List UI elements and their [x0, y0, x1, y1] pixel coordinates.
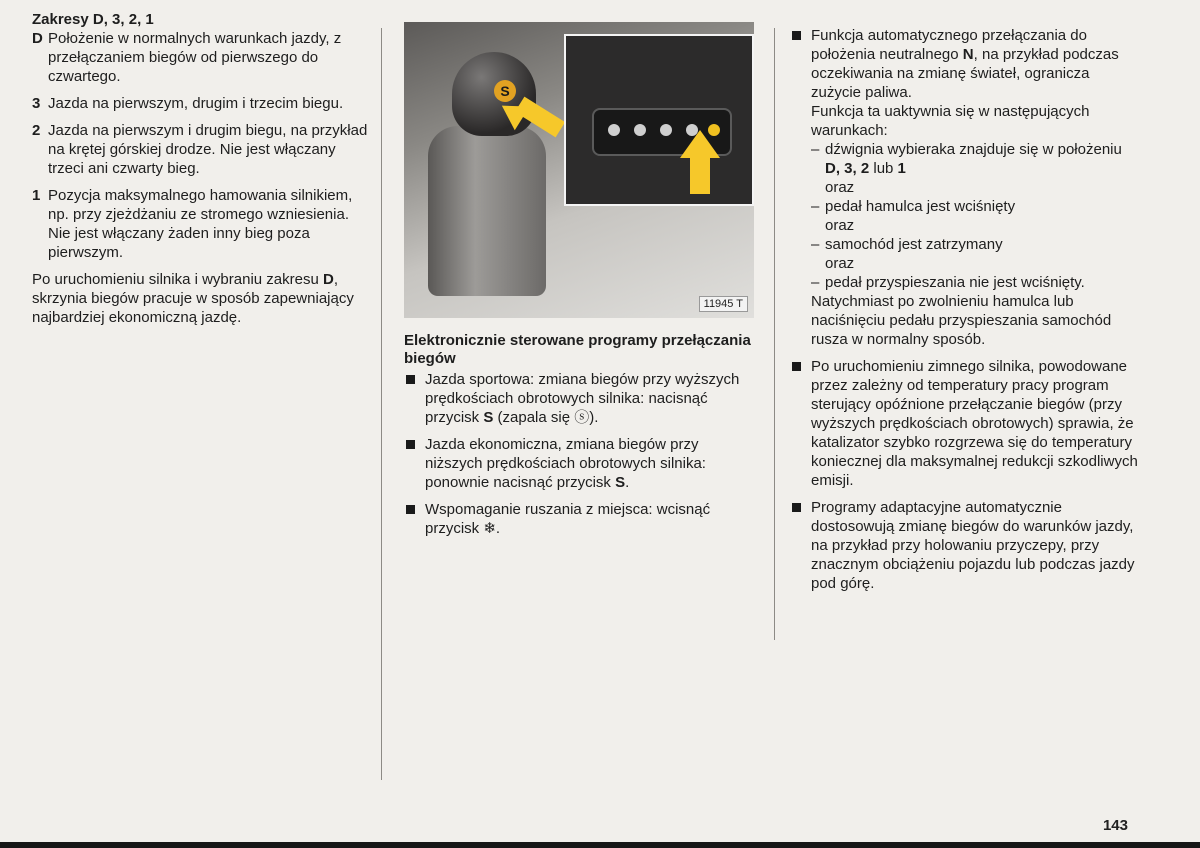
range-text: Pozycja maksymalnego hamowania silnikiem, np. przy zjeżdżaniu ze stromego wzniesienia. Nie jest włączany żaden inny bieg poza pierwszym. — [48, 187, 353, 261]
bullet-neutral-function: Funkcja automatycznego przełączania do położenia neutralnego N, na przykład podczas oczekiwania na zmianę świateł, ogranicza zużycie paliwa. Funkcja ta uaktywnia się w następujących warunkach: – dźwignia wybieraka znajduje się w położeniu D, 3, 2 lub 1 oraz – pedał hamulca jest wciśnięty oraz – samochód jest zatrzymany oraz – pedał przyspieszania nie jest wciśnięty. Natychmiast po zwolnieniu hamulca lub naciśnięciu pedału przyspieszania samochód rusza w normalny sposób. — [790, 26, 1140, 349]
arrowhead-icon — [680, 130, 720, 158]
right-column — [790, 26, 1140, 601]
range-item-d — [32, 29, 372, 86]
range-key: 3 — [32, 95, 41, 112]
range-item-3 — [32, 94, 372, 113]
bullet-square-icon — [406, 375, 415, 384]
range-key: 1 — [32, 187, 41, 204]
bullet-winter: Wspomaganie ruszania z miejsca: wcisnąć przycisk ❄. — [404, 500, 754, 538]
column-divider-2 — [774, 28, 775, 640]
bullet-adaptive: Programy adaptacyjne automatycznie dostosowują zmianę biegów do warunków jazdy, na przykład przy holowaniu przyczepy, przy znacznym obciążeniu pojazdu lub podczas jazdy pod górę. — [790, 498, 1140, 593]
indicator-icon — [634, 124, 646, 136]
section-title: Elektronicznie sterowane programy przełączania biegów — [404, 332, 751, 367]
column-divider-1 — [381, 28, 382, 780]
bullet-square-icon — [792, 362, 801, 371]
bullet-square-icon — [406, 505, 415, 514]
gear-boot — [428, 126, 546, 296]
range-text: Położenie w normalnych warunkach jazdy, z przełączaniem biegów od pierwszego do czwartego. — [48, 30, 342, 85]
figure-code: 11945 T — [699, 296, 748, 312]
range-key: D — [32, 30, 43, 47]
bullet-sport: Jazda sportowa: zmiana biegów przy wyższych prędkościach obrotowych silnika: nacisnąć przycisk S (zapala się ⓢ). — [404, 370, 754, 427]
condition-1: – dźwignia wybieraka znajduje się w położeniu D, 3, 2 lub 1 — [811, 141, 1122, 177]
indicator-icon — [608, 124, 620, 136]
range-item-2 — [32, 121, 372, 178]
page-edge — [0, 842, 1200, 848]
range-text: Jazda na pierwszym, drugim i trzecim biegu. — [48, 95, 344, 112]
left-column — [32, 10, 372, 327]
condition-3: – samochód jest zatrzymany — [811, 236, 1003, 253]
instrument-inset — [564, 34, 754, 206]
page-number: 143 — [1102, 817, 1128, 834]
range-item-1 — [32, 186, 372, 262]
range-key: 2 — [32, 122, 41, 139]
gear-selector-photo — [404, 22, 754, 318]
sport-button-icon: S — [494, 80, 516, 102]
heading-ranges: Zakresy D, 3, 2, 1 — [32, 11, 154, 28]
middle-column — [404, 22, 754, 546]
bullet-square-icon — [792, 503, 801, 512]
paragraph-d-range: Po uruchomieniu silnika i wybraniu zakresu D, skrzynia biegów pracuje w sposób zapewniający najbardziej ekonomiczną jazdę. — [32, 271, 354, 326]
bullet-economy: Jazda ekonomiczna, zmiana biegów przy niższych prędkościach obrotowych silnika: ponownie nacisnąć przycisk S. — [404, 435, 754, 492]
condition-2: – pedał hamulca jest wciśnięty — [811, 198, 1016, 215]
bullet-square-icon — [406, 440, 415, 449]
arrow-icon — [690, 156, 710, 194]
condition-4: – pedał przyspieszania nie jest wciśnięty. — [811, 274, 1085, 291]
indicator-icon — [660, 124, 672, 136]
bullet-square-icon — [792, 31, 801, 40]
range-text: Jazda na pierwszym i drugim biegu, na przykład na krętej górskiej drodze. Nie jest włączany trzeci ani czwarty bieg. — [48, 122, 368, 177]
bullet-cold-engine: Po uruchomieniu zimnego silnika, powodowane przez zależny od temperatury pracy program sterujący opóźnione przełączanie biegów (przy wyższych prędkościach obrotowych) sprawia, że katalizator szybko rozgrzewa się do temperatury koniecznej dla maksymalnej redukcji szkodliwych emisji. — [790, 357, 1140, 490]
